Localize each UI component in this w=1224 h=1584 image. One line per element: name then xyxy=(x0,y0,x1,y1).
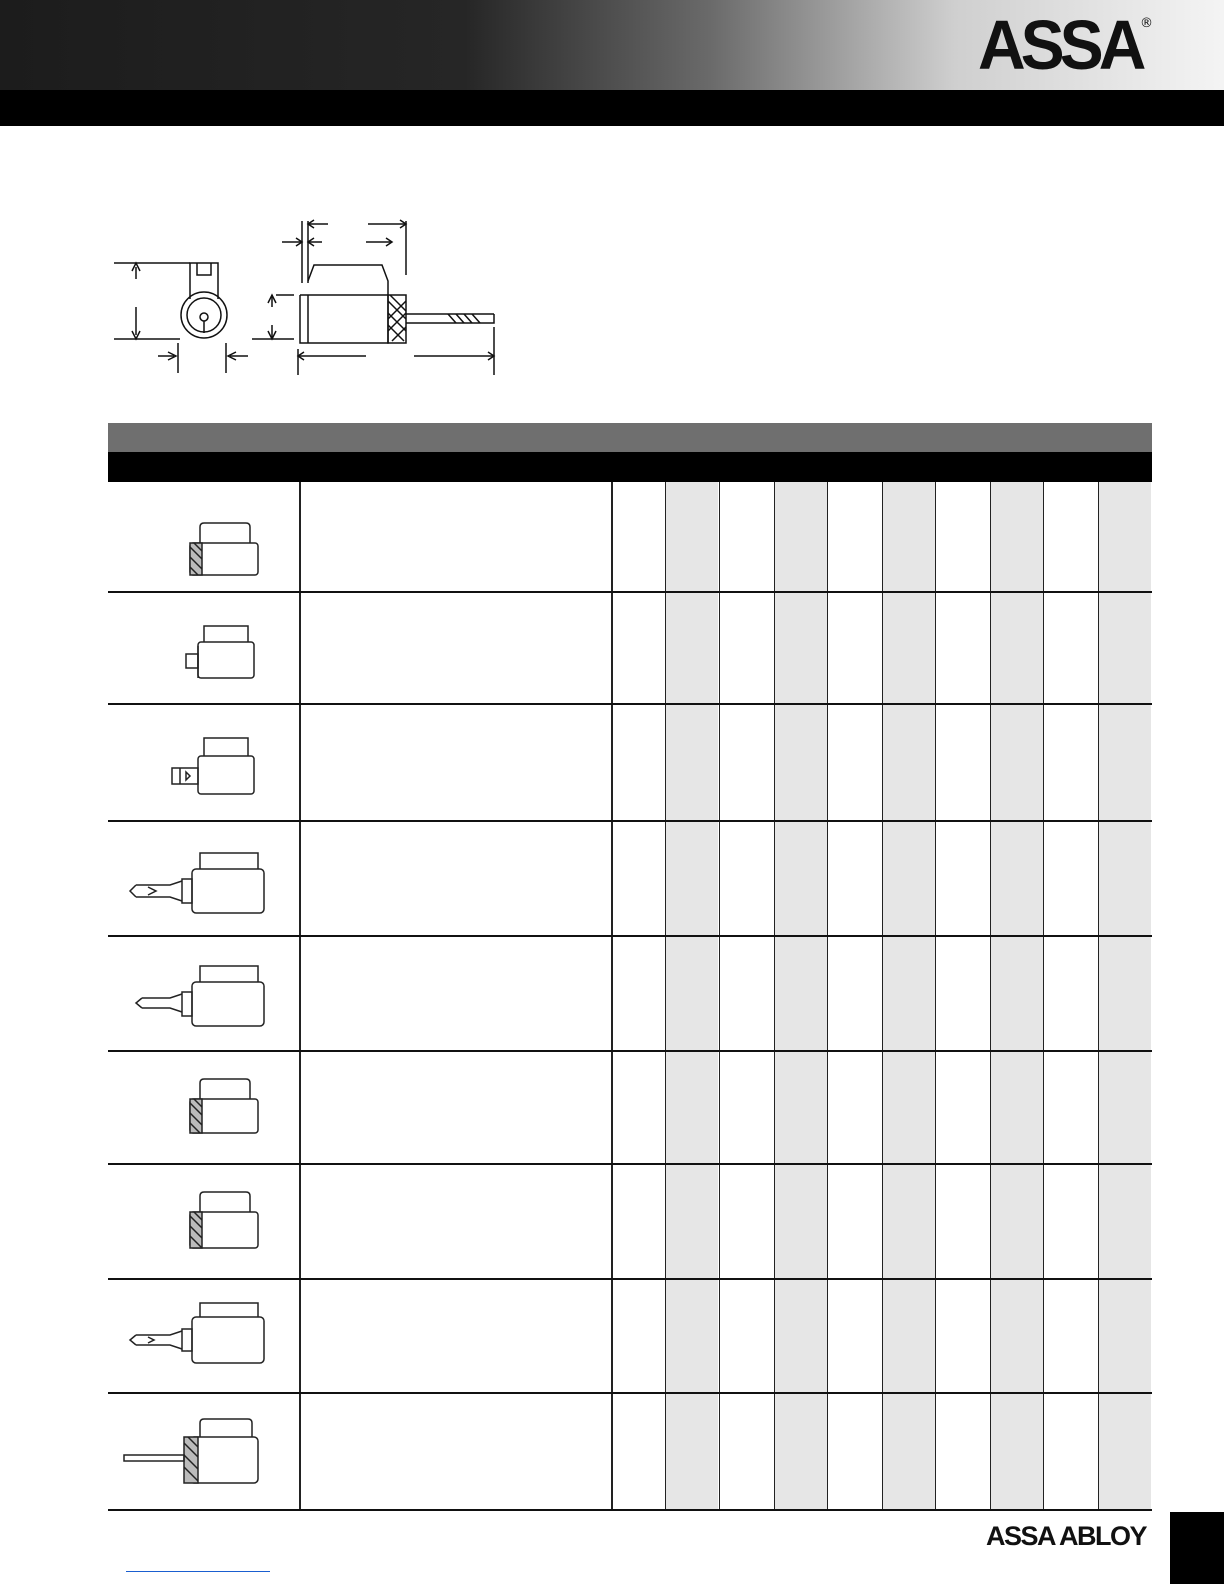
column-divider xyxy=(935,482,936,1510)
column-divider xyxy=(774,482,775,1510)
cylinder-long-tailpiece-icon xyxy=(108,825,298,935)
column-divider xyxy=(1043,482,1044,1510)
column-divider xyxy=(611,482,613,1510)
shaded-column xyxy=(990,482,1043,1510)
cylinder-knurled-icon xyxy=(108,485,298,595)
row-divider xyxy=(108,1509,1152,1511)
assa-abloy-logo: ASSA ABLOY xyxy=(986,1521,1147,1551)
column-divider xyxy=(1098,482,1099,1510)
column-divider xyxy=(719,482,720,1510)
column-divider xyxy=(827,482,828,1510)
shaded-column xyxy=(665,482,718,1510)
row-divider xyxy=(108,1050,1152,1052)
column-divider xyxy=(299,482,301,1510)
cylinder-small-tailpiece-icon xyxy=(108,596,298,706)
row-divider xyxy=(108,820,1152,822)
cylinder-cam-tailpiece-icon xyxy=(108,708,298,818)
footer-link-underline[interactable] xyxy=(126,1571,270,1572)
row-divider xyxy=(108,935,1152,937)
column-divider xyxy=(990,482,991,1510)
cylinder-bar-tailpiece-icon xyxy=(108,1397,298,1507)
shaded-column xyxy=(1098,482,1151,1510)
cylinder-long-tailpiece-icon xyxy=(108,1283,298,1393)
column-divider xyxy=(665,482,666,1510)
registered-mark: ® xyxy=(1140,16,1153,31)
cylinder-long-tailpiece-icon xyxy=(108,940,298,1050)
column-divider xyxy=(882,482,883,1510)
shaded-column xyxy=(774,482,827,1510)
row-divider xyxy=(108,1278,1152,1280)
cylinder-knurled-icon xyxy=(108,1055,298,1165)
assa-logo: ASSA xyxy=(978,6,1142,84)
cylinder-knurled-icon xyxy=(108,1168,298,1278)
page-tab xyxy=(1170,1512,1224,1584)
shaded-column xyxy=(882,482,935,1510)
